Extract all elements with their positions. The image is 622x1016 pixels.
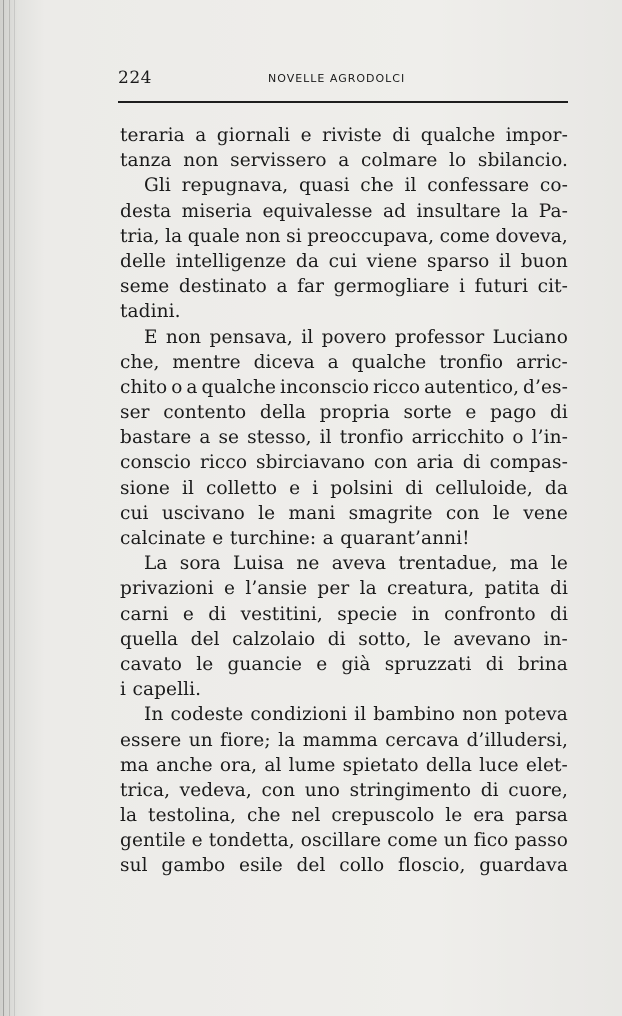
- word: cavato: [120, 653, 183, 675]
- word: Luisa: [232, 553, 285, 575]
- word: servissero: [230, 150, 327, 172]
- text-line: [120, 123, 568, 148]
- word: contento: [163, 402, 247, 424]
- word: La: [144, 553, 168, 575]
- text-line: [120, 627, 568, 652]
- text-line: [120, 602, 568, 627]
- word: e: [300, 125, 312, 146]
- word: luce: [479, 754, 519, 776]
- word: ricco: [199, 452, 248, 474]
- word: uscivano: [161, 502, 245, 524]
- word: guardava: [479, 855, 568, 877]
- word: aria: [416, 452, 454, 474]
- word: chito: [120, 376, 168, 398]
- page-header: [118, 64, 568, 92]
- word: ser: [120, 402, 150, 424]
- word: teraria: [120, 125, 185, 146]
- word: si: [286, 225, 302, 247]
- word: quasi: [298, 175, 350, 197]
- word: a: [338, 150, 350, 172]
- word: poteva: [504, 704, 568, 726]
- word: insultare: [416, 200, 501, 222]
- word: tronfio: [339, 427, 404, 449]
- word: tanza: [120, 150, 172, 172]
- word: povero: [321, 326, 387, 348]
- word: capelli.: [132, 679, 202, 701]
- word: le: [423, 628, 441, 650]
- word: condizioni: [250, 704, 348, 726]
- word: aveva: [331, 553, 387, 575]
- word: e: [223, 578, 236, 600]
- text-line: [120, 677, 568, 702]
- word: tria,: [120, 225, 160, 247]
- word: nel: [291, 805, 321, 827]
- word: destinato: [178, 276, 267, 298]
- word: per: [317, 578, 350, 600]
- text-line: [120, 828, 568, 853]
- word: calzolaio: [232, 628, 316, 650]
- word: non: [183, 150, 219, 172]
- word: con: [261, 779, 296, 801]
- word: celluloide,: [435, 477, 533, 499]
- text-line: [120, 853, 568, 878]
- word: In: [144, 704, 164, 726]
- word: co-: [539, 175, 568, 197]
- word: come: [387, 830, 438, 852]
- word: in-: [543, 628, 568, 650]
- text-line: [120, 325, 568, 350]
- word: creatura,: [387, 578, 475, 600]
- word: futuri: [474, 276, 529, 298]
- text-line: [120, 551, 568, 576]
- word: sbirciavano: [255, 452, 366, 474]
- word: lume: [288, 754, 336, 776]
- word: da: [544, 477, 568, 499]
- word: compas-: [489, 452, 568, 474]
- word: mani: [288, 502, 336, 524]
- word: la: [120, 805, 138, 827]
- word: equivalesse: [262, 200, 373, 222]
- text-line: [120, 350, 568, 375]
- word: codeste: [170, 704, 244, 726]
- word: era: [473, 805, 505, 827]
- word: l’in-: [531, 427, 568, 449]
- word: il: [499, 250, 512, 272]
- word: crepuscolo: [331, 805, 435, 827]
- word: di: [392, 125, 411, 146]
- word: le: [258, 502, 276, 524]
- word: confessare: [427, 175, 530, 197]
- word: di: [485, 653, 504, 675]
- word: i: [120, 679, 127, 701]
- word: calcinate: [120, 528, 206, 549]
- word: tronfio: [439, 351, 504, 373]
- word: pago: [490, 402, 537, 424]
- text-line: [120, 425, 568, 450]
- word: che: [360, 175, 394, 197]
- text-line: [120, 400, 568, 425]
- word: ora,: [219, 754, 258, 776]
- word: e: [212, 528, 224, 549]
- word: fiore;: [220, 729, 271, 751]
- word: sotto,: [358, 628, 412, 650]
- word: viene: [366, 250, 418, 272]
- word: sparso: [426, 250, 490, 272]
- word: cit-: [537, 276, 568, 298]
- word: autentico,: [424, 376, 520, 398]
- binding-shadow-line: [9, 0, 10, 1016]
- word: quarant’anni!: [340, 528, 470, 549]
- word: cercava: [385, 729, 460, 751]
- word: a: [327, 351, 339, 373]
- word: trentadue,: [398, 553, 498, 575]
- word: che,: [120, 351, 160, 373]
- word: come: [439, 225, 490, 247]
- text-line: [120, 753, 568, 778]
- word: inconscio: [280, 376, 370, 398]
- word: vene: [523, 502, 568, 524]
- word: confronto: [444, 603, 536, 625]
- word: ricco: [373, 376, 421, 398]
- word: arric-: [516, 351, 568, 373]
- word: gambo: [161, 855, 226, 877]
- word: sorte: [403, 402, 452, 424]
- word: guancie: [227, 653, 303, 675]
- word: mamma: [302, 729, 378, 751]
- word: d’es-: [523, 376, 568, 398]
- word: colletto: [206, 477, 278, 499]
- word: della: [425, 754, 472, 776]
- word: ma: [120, 754, 149, 776]
- word: Luciano: [492, 326, 568, 348]
- text-line: [120, 501, 568, 526]
- word: far: [297, 276, 325, 298]
- text-line: [120, 652, 568, 677]
- word: un: [443, 830, 468, 852]
- word: e: [465, 402, 477, 424]
- word: Gli: [144, 175, 171, 197]
- word: non: [245, 225, 281, 247]
- word: e: [289, 477, 301, 499]
- word: passo: [514, 830, 568, 852]
- word: elet-: [525, 754, 568, 776]
- word: mentre: [172, 351, 241, 373]
- running-title: NOVELLE AGRODOLCI: [268, 72, 406, 85]
- word: di: [208, 603, 227, 625]
- word: spietato: [342, 754, 419, 776]
- header-rule: [118, 101, 568, 103]
- text-line: [120, 526, 568, 551]
- word: se: [218, 427, 240, 449]
- word: propria: [319, 402, 390, 424]
- word: giornali: [216, 125, 291, 146]
- text-line: [120, 803, 568, 828]
- word: di: [405, 477, 424, 499]
- word: polsini: [330, 477, 394, 499]
- word: tadini.: [120, 301, 181, 323]
- word: specie: [337, 603, 398, 625]
- word: arricchito: [411, 427, 505, 449]
- word: sione: [120, 477, 170, 499]
- word: avevano: [453, 628, 532, 650]
- word: la: [359, 578, 377, 600]
- word: qualche: [420, 125, 496, 146]
- word: conscio: [120, 452, 192, 474]
- word: che: [247, 805, 281, 827]
- word: pensava,: [209, 326, 293, 348]
- word: doveva,: [495, 225, 568, 247]
- word: o: [512, 427, 524, 449]
- word: buon: [520, 250, 568, 272]
- word: i: [459, 276, 466, 298]
- word: colmare: [360, 150, 438, 172]
- word: in: [411, 603, 430, 625]
- word: trica,: [120, 779, 171, 801]
- text-line: [120, 702, 568, 727]
- word: il: [181, 477, 194, 499]
- text-line: [120, 249, 568, 274]
- page-number: 224: [118, 68, 152, 88]
- word: il: [319, 427, 332, 449]
- word: delle: [120, 250, 167, 272]
- word: bastare: [120, 427, 192, 449]
- text-line: [120, 224, 568, 249]
- word: repugnava,: [181, 175, 289, 197]
- word: carni: [120, 603, 169, 625]
- text-line: [120, 148, 568, 173]
- word: il: [301, 326, 314, 348]
- word: la: [278, 729, 296, 751]
- word: le: [196, 653, 214, 675]
- word: Pa-: [538, 200, 568, 222]
- word: floscio,: [397, 855, 466, 877]
- text-line: [120, 375, 568, 400]
- word: quella: [120, 628, 179, 650]
- word: desta: [120, 200, 172, 222]
- word: esile: [239, 855, 283, 877]
- word: a: [276, 276, 288, 298]
- word: preoccupava,: [307, 225, 435, 247]
- word: testolina,: [148, 805, 237, 827]
- binding-shadow-line: [3, 0, 4, 1016]
- word: cui: [120, 502, 149, 524]
- word: di: [550, 578, 568, 600]
- word: d’illudersi,: [466, 729, 568, 751]
- word: il: [404, 175, 417, 197]
- word: di: [549, 402, 568, 424]
- word: sul: [120, 855, 148, 877]
- word: stesso,: [247, 427, 312, 449]
- word: vestitini,: [240, 603, 323, 625]
- word: del: [190, 628, 220, 650]
- word: intelligenze: [175, 250, 287, 272]
- text-line: [120, 199, 568, 224]
- word: a: [186, 376, 198, 398]
- word: fico: [473, 830, 509, 852]
- word: di: [327, 628, 346, 650]
- word: collo: [339, 855, 385, 877]
- word: il: [354, 704, 367, 726]
- word: patita: [484, 578, 540, 600]
- word: spruzzati: [384, 653, 472, 675]
- word: stringimento: [349, 779, 472, 801]
- word: lo: [449, 150, 467, 172]
- word: con: [445, 502, 480, 524]
- word: anche: [155, 754, 213, 776]
- word: brina: [517, 653, 568, 675]
- word: vedeva,: [179, 779, 252, 801]
- word: germogliare: [333, 276, 450, 298]
- word: ma: [509, 553, 539, 575]
- word: quale: [187, 225, 240, 247]
- word: impor-: [505, 125, 568, 146]
- word: oscillare: [300, 830, 382, 852]
- word: l’ansie: [245, 578, 308, 600]
- word: e: [191, 830, 203, 852]
- word: a: [195, 125, 207, 146]
- word: la: [165, 225, 183, 247]
- word: diceva: [253, 351, 315, 373]
- word: gentile: [120, 830, 186, 852]
- word: sbilancio.: [477, 150, 568, 172]
- word: o: [171, 376, 183, 398]
- word: turchine:: [229, 528, 317, 549]
- word: smagrite: [348, 502, 433, 524]
- word: della: [259, 402, 307, 424]
- word: a: [199, 427, 211, 449]
- text-line: [120, 173, 568, 198]
- word: qualche: [351, 351, 427, 373]
- text-line: [120, 576, 568, 601]
- word: seme: [120, 276, 170, 298]
- word: qualche: [201, 376, 277, 398]
- text-line: [120, 476, 568, 501]
- text-line: [120, 778, 568, 803]
- word: essere: [120, 729, 182, 751]
- word: ad: [382, 200, 407, 222]
- word: privazioni: [120, 578, 214, 600]
- word: di: [550, 603, 568, 625]
- word: E: [144, 326, 158, 348]
- word: a: [322, 528, 334, 549]
- word: di: [462, 452, 481, 474]
- word: miseria: [181, 200, 253, 222]
- text-line: [120, 299, 568, 324]
- word: da: [295, 250, 319, 272]
- word: non: [165, 326, 202, 348]
- body-text: [120, 123, 568, 879]
- word: professor: [394, 326, 485, 348]
- word: parsa: [515, 805, 568, 827]
- word: cuore,: [508, 779, 568, 801]
- word: riviste: [322, 125, 382, 146]
- word: del: [296, 855, 326, 877]
- word: le: [445, 805, 463, 827]
- text-line: [120, 728, 568, 753]
- word: con: [373, 452, 408, 474]
- word: tondetta,: [208, 830, 295, 852]
- word: cui: [328, 250, 358, 272]
- word: un: [188, 729, 213, 751]
- word: le: [492, 502, 510, 524]
- word: e: [182, 603, 194, 625]
- word: la: [511, 200, 529, 222]
- word: ne: [296, 553, 320, 575]
- text-line: [120, 274, 568, 299]
- word: le: [550, 553, 568, 575]
- word: già: [341, 653, 371, 675]
- word: sora: [179, 553, 221, 575]
- word: al: [264, 754, 282, 776]
- word: non: [462, 704, 498, 726]
- binding-shadow-line: [14, 0, 15, 1016]
- word: i: [312, 477, 319, 499]
- word: uno: [304, 779, 341, 801]
- word: bambino: [373, 704, 456, 726]
- word: e: [316, 653, 328, 675]
- word: di: [480, 779, 499, 801]
- text-line: [120, 450, 568, 475]
